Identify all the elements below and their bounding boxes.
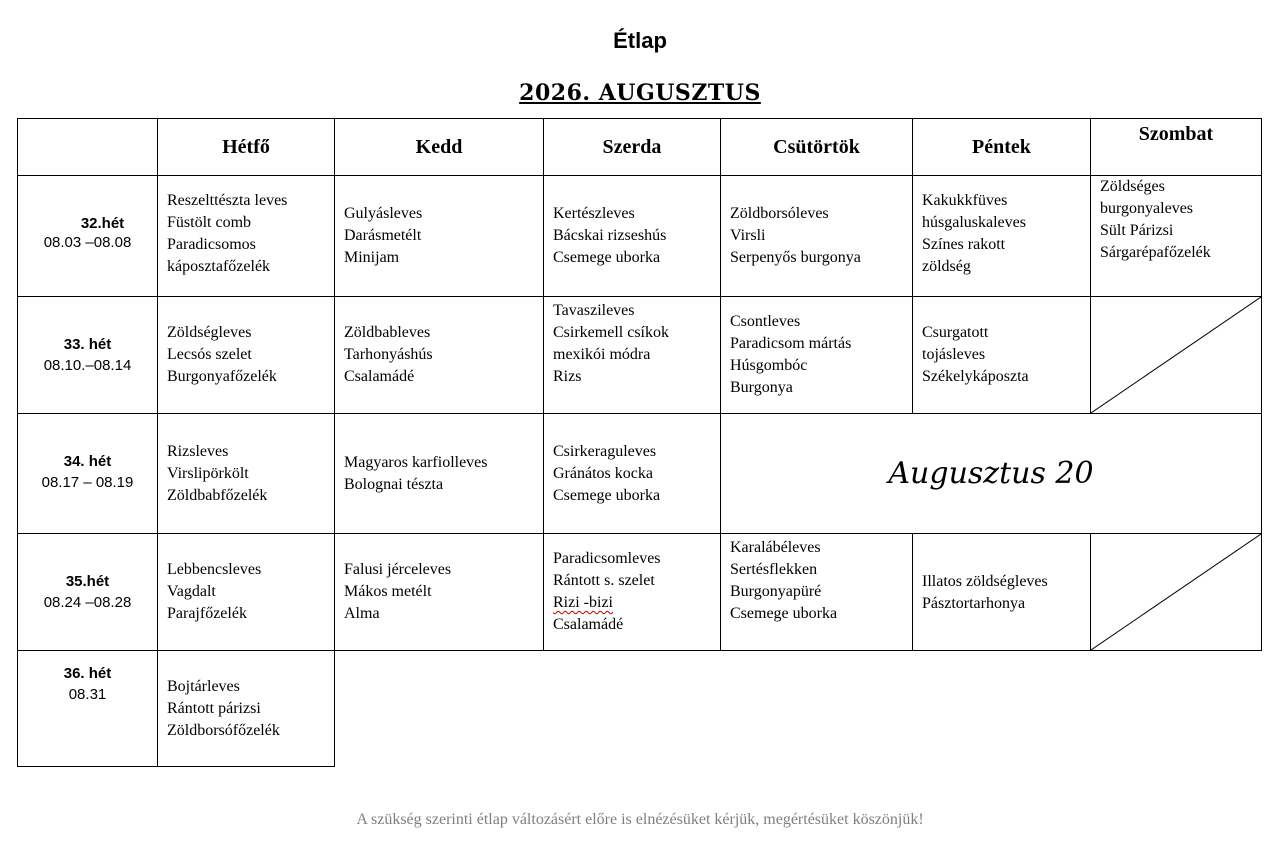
meal-item: Csontleves — [730, 313, 801, 330]
meal-item: Burgonyafőzelék — [167, 368, 277, 385]
meal-item: Burgonyapüré — [730, 583, 822, 600]
meal-item: Virslipörkölt — [167, 465, 249, 482]
meal-item: Rizsleves — [167, 443, 229, 460]
meal-item: Lebbencsleves — [167, 561, 262, 578]
header-friday: Péntek — [912, 118, 1091, 176]
meal-item: Csemege uborka — [553, 487, 661, 504]
meal-item: Csirkemell csíkok — [553, 324, 669, 341]
meal-item: Zöldséges — [1100, 178, 1165, 195]
header-monday: Hétfő — [157, 118, 335, 176]
meal-item: Székelykáposzta — [922, 368, 1029, 385]
meal-item: Csalamádé — [553, 616, 624, 633]
meal-item: Tarhonyáshús — [344, 346, 433, 363]
meal-cell — [720, 175, 913, 297]
header-saturday: Szombat — [1090, 118, 1262, 176]
meal-item: Rántott s. szelet — [553, 572, 655, 589]
meal-item: Falusi jérceleves — [344, 561, 452, 578]
meal-item: Zöldségleves — [167, 324, 252, 341]
meal-cell — [912, 533, 1091, 651]
meal-item: zöldség — [922, 258, 971, 275]
meal-cell — [334, 533, 544, 651]
meal-item: Karalábéleves — [730, 539, 821, 556]
meal-item: Húsgombóc — [730, 357, 808, 374]
week-dates: 08.17 – 08.19 — [41, 474, 134, 491]
meal-item: Parajfőzelék — [167, 605, 247, 622]
week-dates: 08.31 — [68, 686, 107, 703]
page-title: Étlap — [613, 28, 667, 53]
week-cell — [17, 175, 158, 297]
meal-item: káposztafőzelék — [167, 258, 271, 275]
meal-cell — [334, 413, 544, 534]
meal-item: Tavaszileves — [553, 302, 635, 319]
meal-cell — [912, 296, 1091, 414]
meal-item: Paradicsom mártás — [730, 335, 852, 352]
meal-item: burgonyaleves — [1100, 200, 1194, 217]
meal-cell — [543, 175, 721, 297]
meal-cell — [157, 533, 335, 651]
week-dates: 08.24 –08.28 — [43, 594, 132, 611]
meal-item: Csalamádé — [344, 368, 415, 385]
holiday-label: Augusztus 20 — [888, 456, 1094, 491]
week-name: 33. hét — [63, 336, 112, 353]
meal-item: Illatos zöldségleves — [922, 573, 1048, 590]
meal-cell — [1090, 175, 1262, 297]
meal-item: Bolognai tészta — [344, 476, 444, 493]
meal-item: tojásleves — [922, 346, 986, 363]
meal-item: Csemege uborka — [730, 605, 838, 622]
meal-item: Zöldbableves — [344, 324, 431, 341]
meal-item: Sárgarépafőzelék — [1100, 244, 1211, 261]
meal-item: Csirkeraguleves — [553, 443, 657, 460]
meal-item: Lecsós szelet — [167, 346, 252, 363]
meal-cell — [157, 175, 335, 297]
meal-item: Magyaros karfiolleves — [344, 454, 488, 471]
meal-item: Zöldborsófőzelék — [167, 722, 280, 739]
meal-item: Mákos metélt — [344, 583, 432, 600]
meal-item: mexikói módra — [553, 346, 651, 363]
empty-slash-cell — [1090, 533, 1262, 651]
meal-item: Rizi -bizi — [553, 594, 613, 611]
meal-item: Reszelttészta leves — [167, 192, 288, 209]
footer-note: A szükség szerinti étlap változásért előre is elnézésüket kérjük, megértésüket köszönjük! — [356, 811, 924, 828]
header-thursday: Csütörtök — [720, 118, 913, 176]
meal-item: Sertésflekken — [730, 561, 818, 578]
meal-cell — [543, 533, 721, 651]
header-corner — [17, 118, 158, 176]
meal-item: Gulyásleves — [344, 205, 423, 222]
meal-item: Bácskai rizseshús — [553, 227, 667, 244]
meal-item: Pásztortarhonya — [922, 595, 1026, 612]
meal-item: Rántott párizsi — [167, 700, 261, 717]
meal-cell — [720, 296, 913, 414]
week-name: 35.hét — [65, 573, 110, 590]
meal-cell — [157, 296, 335, 414]
meal-cell — [157, 650, 335, 767]
meal-cell — [157, 413, 335, 534]
meal-item: Minijam — [344, 249, 400, 266]
meal-cell — [334, 175, 544, 297]
meal-item: Paradicsomleves — [553, 550, 661, 567]
week-name: 36. hét — [63, 665, 112, 682]
meal-cell — [912, 175, 1091, 297]
week-cell — [17, 413, 158, 534]
meal-item: Paradicsomos — [167, 236, 256, 253]
meal-item: Zöldbabfőzelék — [167, 487, 268, 504]
week-cell — [17, 533, 158, 651]
week-name: 34. hét — [63, 453, 112, 470]
meal-cell — [543, 296, 721, 414]
meal-item: Kertészleves — [553, 205, 635, 222]
diagonal-slash-line — [1091, 534, 1261, 650]
week-cell — [17, 296, 158, 414]
meal-item: Csemege uborka — [553, 249, 661, 266]
meal-item: Burgonya — [730, 379, 793, 396]
week-dates: 08.10.–08.14 — [43, 357, 132, 374]
meal-item: Alma — [344, 605, 380, 622]
meal-item: Gránátos kocka — [553, 465, 653, 482]
meal-item: Serpenyős burgonya — [730, 249, 861, 266]
meal-item: Zöldborsóleves — [730, 205, 829, 222]
header-wednesday: Szerda — [543, 118, 721, 176]
meal-item: Színes rakott — [922, 236, 1006, 253]
meal-cell — [543, 413, 721, 534]
header-tuesday: Kedd — [334, 118, 544, 176]
meal-item: Kakukkfüves — [922, 192, 1008, 209]
meal-cell — [720, 533, 913, 651]
meal-item: Darásmetélt — [344, 227, 422, 244]
meal-cell — [334, 296, 544, 414]
week-name: 32.hét — [80, 215, 125, 232]
meal-item: Virsli — [730, 227, 766, 244]
week-dates: 08.03 –08.08 — [43, 234, 132, 251]
meal-item: Vagdalt — [167, 583, 216, 600]
month-title: 2026. AUGUSZTUS — [519, 80, 761, 106]
meal-item: húsgaluskaleves — [922, 214, 1026, 231]
holiday-cell — [720, 413, 1262, 534]
empty-slash-cell — [1090, 296, 1262, 414]
meal-item: Sült Párizsi — [1100, 222, 1174, 239]
meal-item: Rizs — [553, 368, 582, 385]
meal-item: Füstölt comb — [167, 214, 252, 231]
week-cell — [17, 650, 158, 767]
meal-item: Csurgatott — [922, 324, 989, 341]
diagonal-slash-line — [1091, 297, 1261, 413]
meal-item: Bojtárleves — [167, 678, 240, 695]
